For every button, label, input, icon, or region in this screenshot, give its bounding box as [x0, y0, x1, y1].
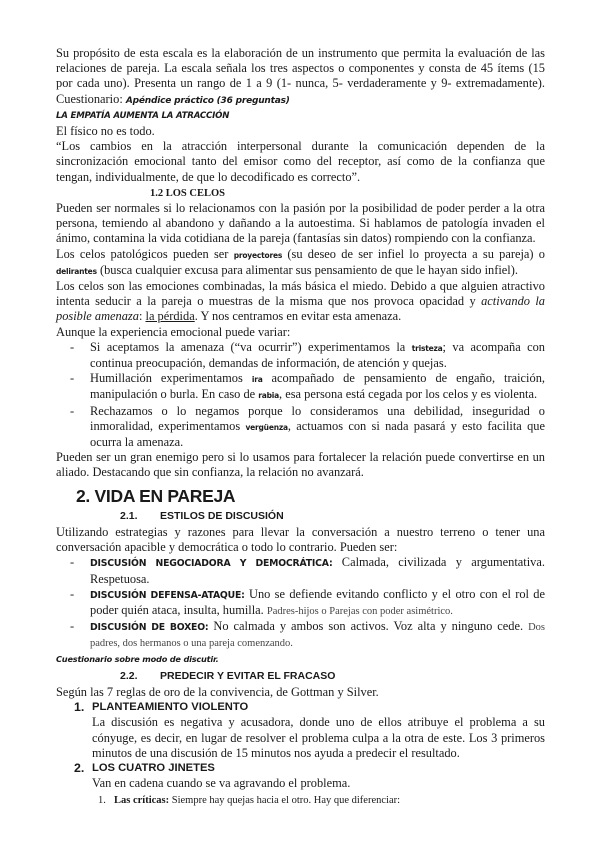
rule-text: La discusión es negativa y acusadora, donde uno de ellos atribuye el problema a su cónyuge, es decir, en lugar de resolver el problema culpa a la otra de este. Los 3 primeros minutos de una discusión de 15 minutos nos ayuda a predecir el resultado. — [92, 715, 545, 760]
celos-paragraph-5: Pueden ser un gran enemigo pero si lo usamos para fortalecer la relación puede convertirse en un aliado. Destacando que sin confianza, la relación no avanzará. — [56, 450, 545, 480]
list-item — [90, 587, 545, 619]
celos-paragraph-1: Pueden ser normales si lo relacionamos con la pasión por la posibilidad de poder perder a la otra persona, temiendo al abandono y dañando a la autoestima. Si hablamos de patología invaden el ánimo, contamina la vida cotidiana de la pareja (fantasías sin datos) rompiendo con la confianza. — [56, 201, 545, 246]
criticas-label: Las críticas: — [114, 795, 170, 807]
list-item — [74, 700, 545, 761]
tag-proyectores: proyectores — [233, 250, 283, 260]
styles-list — [56, 555, 545, 651]
rule-number: 2. — [74, 760, 85, 775]
celos-paragraph-4: Aunque la experiencia emocional puede variar: — [56, 324, 291, 339]
bullet-text-b: acompañado de pensamiento de engaño, traición, manipulación o burla. En caso de — [90, 371, 545, 402]
tag-delirantes: delirantes — [56, 266, 97, 276]
criticas-item — [92, 793, 545, 808]
empatia-quote: “Los cambios en la atracción interpersonal durante la comunicación dependen de la sincronización emocional tanto del emisor como del receptor, así como de la confianza que tengan, individualmente, de que lo decodificado es correcto”. — [56, 139, 545, 184]
bullet-text: Rechazamos o lo negamos porque lo consideramos una debilidad, inseguridad o inmoralidad, experimentamos — [90, 403, 545, 433]
bullet-text-b: , actuamos con si nada pasará y esto facilita que ocurra la amenaza. — [90, 418, 545, 450]
bullet-text-b: ; va acompaña con continua preocupación, demandas de información, de atención y quejas. — [90, 339, 545, 371]
emotion-list — [56, 340, 545, 450]
style-text: No calmada y ambos son activos. Voz alta y ninguno cede. — [208, 619, 529, 634]
celos-p2-text-c: (busca cualquier excusa para alimentar sus pensamiento de que le hayan sido infiel). — [96, 262, 518, 277]
list-item — [90, 619, 545, 651]
estilos-intro: Utilizando estrategias y razones para llevar la conversación a nuestro terreno o tener una conversación apacible y democrática o todo lo contrario. Pueden ser: — [56, 524, 545, 555]
celos-p3-underline: la pérdida — [145, 309, 195, 324]
document-page — [56, 46, 545, 809]
empatia-line: El físico no es todo. — [56, 124, 155, 139]
tag-rabia: rabia — [258, 391, 280, 401]
style-text: Calmada, civilizada y argumentativa. Respetuosa. — [90, 555, 545, 586]
criticas-text: Siempre hay quejas hacia el otro. Hay que diferenciar: — [169, 795, 401, 807]
rule-number: 1. — [74, 700, 85, 715]
rule-title: PLANTEAMIENTO VIOLENTO — [92, 701, 249, 714]
handwritten-note: Apéndice práctico (36 preguntas) — [125, 95, 290, 106]
celos-p3-text-b: . Y nos centramos en evitar esta amenaza. — [194, 309, 402, 324]
celos-p3-colon: : — [138, 309, 146, 324]
subsection-heading-2-1 — [56, 509, 545, 524]
subsection-number: 2.1. — [120, 509, 138, 522]
celos-paragraph-2 — [56, 247, 545, 279]
subsection-title: PREDECIR Y EVITAR EL FRACASO — [160, 669, 336, 682]
list-item — [90, 340, 545, 371]
bullet-text-c: , esa persona está cegada por los celos y es violenta. — [279, 387, 538, 402]
list-item — [90, 555, 545, 586]
style-label: DISCUSIÓN NEGOCIADORA Y DEMOCRÁTICA: — [90, 558, 333, 570]
reglas-intro: Según las 7 reglas de oro de la convivencia, de Gottman y Silver. — [56, 684, 379, 699]
section-heading-vida-en-pareja: 2. VIDA EN PAREJA — [76, 485, 236, 506]
style-label: DISCUSIÓN DE BOXEO: — [90, 622, 209, 634]
tag-tristeza: tristeza — [411, 343, 443, 353]
bullet-text: Si aceptamos la amenaza (“va ocurrir”) experimentamos la — [90, 339, 412, 354]
subsection-heading-2-2 — [56, 669, 545, 684]
subsection-title: ESTILOS DE DISCUSIÓN — [160, 509, 284, 522]
bullet-text: Humillación experimentamos — [90, 371, 252, 386]
sub-number: 1. — [98, 795, 106, 807]
celos-paragraph-3 — [56, 279, 545, 325]
subsection-number: 2.2. — [120, 669, 138, 682]
tag-verguenza: vergüenza — [245, 422, 288, 432]
style-label: DISCUSIÓN DEFENSA-ATAQUE: — [90, 589, 245, 601]
list-item — [74, 760, 545, 809]
celos-p2-text: Los celos patológicos pueden ser — [56, 246, 234, 261]
celos-p2-text-b: (su deseo de ser infiel lo proyecta a su pareja) o — [282, 246, 545, 261]
rules-list — [56, 700, 545, 808]
style-text: Uno se defiende evitando conflicto y el otro con el rol de poder quién ataca, insulta, humilla. — [90, 586, 546, 617]
style-note: Padres-hijos o Parejas con poder asimétrico. — [266, 605, 453, 617]
empatia-heading: LA EMPATÍA AUMENTA LA ATRACCIÓN — [56, 110, 230, 121]
cuestionario-note: Cuestionario sobre modo de discutir. — [56, 653, 219, 664]
celos-subheading: 1.2 LOS CELOS — [150, 187, 225, 199]
intro-paragraph — [56, 46, 545, 109]
list-item — [90, 371, 545, 403]
celos-p3-text: Los celos son las emociones combinadas, la más básica el miedo. Debido a que alguien atractivo intenta seducir a la pareja o muestras de la misma que nos provoca opacidad y — [56, 279, 545, 309]
rule-title: LOS CUATRO JINETES — [92, 761, 215, 774]
rule-text: Van en cadena cuando se va agravando el problema. — [92, 776, 351, 791]
list-item — [90, 404, 545, 451]
style-note: Dos padres, dos hermanos o una pareja comenzando. — [90, 622, 545, 650]
celos-p3-italic: activando la posible amenaza — [56, 294, 545, 324]
tag-ira: ira — [251, 375, 263, 385]
intro-text: Su propósito de esta escala es la elaboración de un instrumento que permita la evaluación de las relaciones de pareja. La escala señala los tres aspectos o componentes y consta de 45 ítems (15 por cada uno). Presenta un rango de 1 a 9 (1- nunca, 5- verdaderamente y 9- extremadamente). Cuestionario: — [56, 46, 545, 106]
